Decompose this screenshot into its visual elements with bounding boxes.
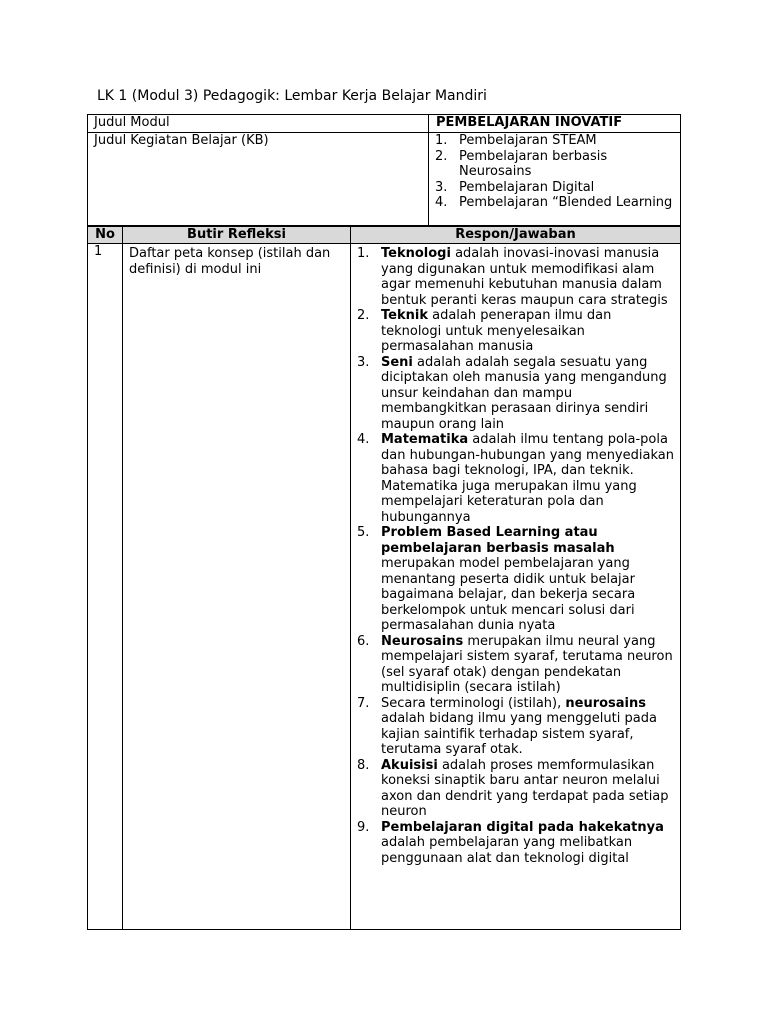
- respon-item-number: 3.: [357, 354, 370, 370]
- respon-item-term: Teknik: [381, 308, 428, 323]
- respon-list-item: [357, 758, 674, 820]
- respon-item-definition: adalah adalah segala sesuatu yang diciptakan oleh manusia yang mengandung unsur keindahan dan mampu membangkitkan perasaan dirinya sendiri maupun orang lain: [381, 354, 667, 432]
- respon-item-definition: adalah ilmu tentang pola-pola dan hubungan-hubungan yang menyediakan bahasa bagi teknologi, IPA, dan teknik. Matematika juga merupakan ilmu yang mempelajari keteraturan pola dan hubungannya: [381, 432, 674, 525]
- respon-item-definition: merupakan model pembelajaran yang menantang peserta didik untuk belajar bagaimana belajar, dan bekerja secara berkelompok untuk mencari solusi dari permasalahan dunia nyata: [381, 556, 636, 633]
- respon-item-definition: adalah bidang ilmu yang menggeluti pada kajian saintifik terhadap sistem syaraf, terutama syaraf otak.: [381, 711, 657, 757]
- kb-list-item: [435, 195, 674, 211]
- kb-item-text: Pembelajaran Digital: [459, 179, 595, 195]
- respon-item-term: Teknologi: [381, 246, 451, 261]
- respon-item-number: 7.: [357, 695, 370, 711]
- reflection-table: [87, 226, 681, 930]
- row-number: 1: [88, 244, 123, 930]
- respon-item-definition: adalah penerapan ilmu dan teknologi untuk menyelesaikan permasalahan manusia: [381, 308, 612, 354]
- kb-item-number: 1.: [435, 133, 448, 148]
- respon-item-definition: adalah pembelajaran yang melibatkan penggunaan alat dan teknologi digital: [381, 835, 633, 866]
- respon-item-number: 5.: [357, 525, 370, 540]
- respon-item-term: Pembelajaran digital pada hakekatnya: [381, 819, 664, 835]
- respon-item-number: 6.: [357, 633, 370, 649]
- kb-item-text: Pembelajaran STEAM: [459, 133, 597, 148]
- respon-list-item: [357, 246, 674, 308]
- respon-list-item: [357, 525, 674, 634]
- respon-item-term: Akuisisi: [381, 757, 438, 773]
- kb-item-number: 4.: [435, 195, 448, 210]
- respon-item-term: Matematika: [381, 432, 469, 447]
- kb-item-text: Pembelajaran berbasis Neurosains: [459, 148, 608, 179]
- respon-item-number: 9.: [357, 819, 370, 835]
- respon-item-number: 8.: [357, 757, 370, 773]
- kb-item-text: Pembelajaran “Blended Learning: [459, 195, 673, 210]
- respon-item-definition: adalah inovasi-inovasi manusia yang digunakan untuk memodifikasi alam agar memenuhi kebutuhan manusia dalam bentuk peranti keras maupun cara strategis: [381, 246, 668, 308]
- respon-item-definition: adalah proses memformulasikan koneksi sinaptik baru antar neuron melalui axon dan dendrit yang terdapat pada setiap neuron: [381, 757, 669, 819]
- respon-item-definition: merupakan ilmu neural yang mempelajari sistem syaraf, terutama neuron (sel syaraf otak) dengan pendekatan multidisiplin (secara istilah): [381, 633, 673, 695]
- kb-title-label: Judul Kegiatan Belajar (KB): [88, 133, 429, 226]
- respon-item-term: Neurosains: [381, 633, 464, 649]
- respon-list: [357, 246, 674, 866]
- module-info-table: [87, 114, 681, 226]
- header-no: No: [88, 227, 123, 244]
- row-butir-refleksi: Daftar peta konsep (istilah dan definisi) di modul ini: [123, 244, 351, 930]
- row-respon-cell: [351, 244, 681, 930]
- respon-list-item: [357, 634, 674, 696]
- respon-list-item: [357, 355, 674, 433]
- module-title-value: PEMBELAJARAN INOVATIF: [429, 115, 681, 133]
- respon-item-term: Seni: [381, 354, 413, 370]
- respon-item-term: neurosains: [565, 695, 647, 711]
- respon-list-item: [357, 308, 674, 355]
- kb-list-item: [435, 133, 674, 149]
- header-respon-jawaban: Respon/Jawaban: [351, 227, 681, 244]
- kb-item-number: 2.: [435, 148, 448, 164]
- kb-list: [435, 133, 674, 211]
- respon-item-number: 2.: [357, 308, 370, 323]
- kb-item-number: 3.: [435, 179, 448, 195]
- respon-list-item: [357, 820, 674, 867]
- kb-list-item: [435, 180, 674, 196]
- respon-list-item: [357, 696, 674, 758]
- module-title-label: Judul Modul: [88, 115, 429, 133]
- respon-item-term: Problem Based Learning atau pembelajaran berbasis masalah: [381, 525, 615, 556]
- header-butir-refleksi: Butir Refleksi: [123, 227, 351, 244]
- kb-list-cell: [429, 133, 681, 226]
- respon-list-item: [357, 432, 674, 525]
- respon-item-number: 4.: [357, 432, 370, 447]
- document-title: LK 1 (Modul 3) Pedagogik: Lembar Kerja Belajar Mandiri: [97, 88, 487, 104]
- respon-item-number: 1.: [357, 246, 370, 261]
- kb-list-item: [435, 149, 674, 180]
- respon-item-prefix: Secara terminologi (istilah),: [381, 695, 566, 711]
